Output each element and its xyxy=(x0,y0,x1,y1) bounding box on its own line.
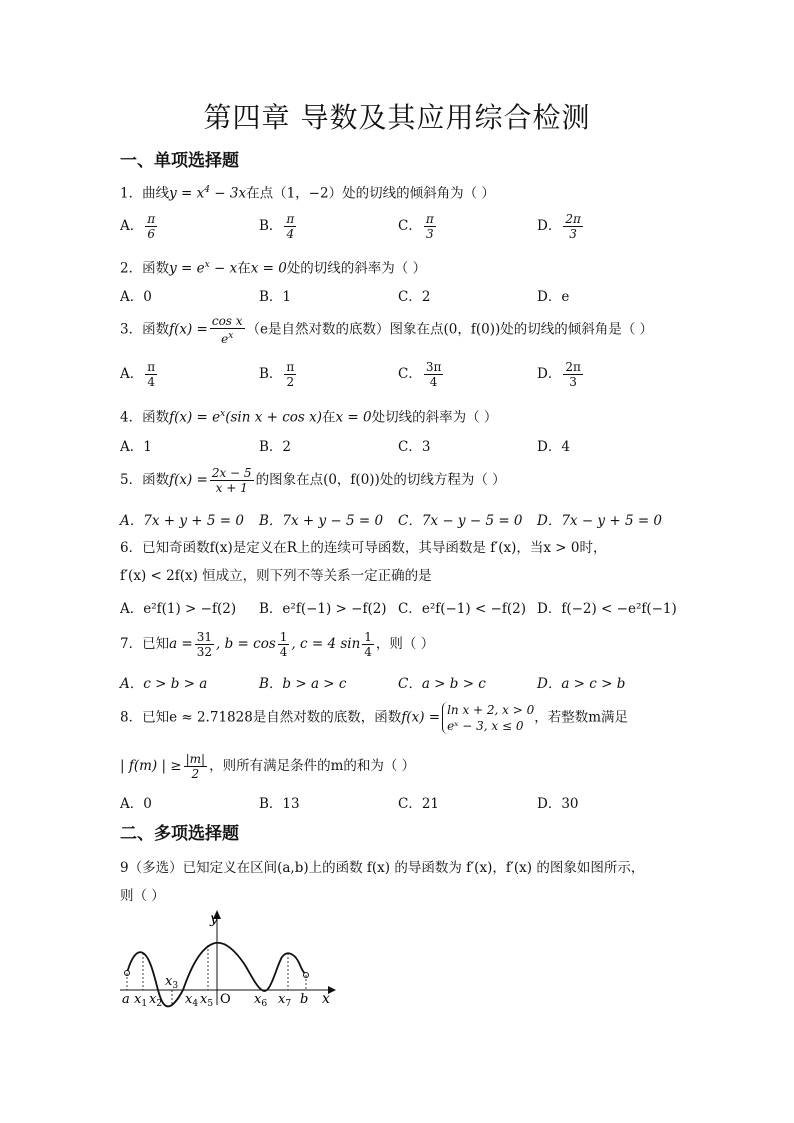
question-8-line-2: | f(m) | ≥ $\frac{|m|}{2}$ ，则所有满足条件的m的和为（ ） xyxy=(120,752,416,781)
question-6-option-a[interactable]: A．e²f(1) > −f(2) xyxy=(120,601,237,617)
question-3-option-a[interactable]: A． $\frac{\pi}{4}$ xyxy=(120,360,156,389)
question-8-option-d[interactable]: D．30 xyxy=(537,796,579,812)
question-1-text: 在点（1，−2）处的切线的倾斜角为（ ） xyxy=(246,185,495,202)
question-3-option-d[interactable]: D． $\frac{2\pi}{3}$ xyxy=(537,360,581,389)
question-1-option-c[interactable]: C． $\frac{\pi}{3}$ xyxy=(398,212,434,241)
question-7-option-c[interactable]: C．a > b > c xyxy=(398,676,486,692)
question-7-option-b[interactable]: B．b > a > c xyxy=(259,676,347,692)
section-heading-single-choice: 一、单项选择题 xyxy=(120,151,239,171)
question-3: 3．函数f(x) = $\frac{\text{cos x}}{e^x}$ （e是自然对数的底数）图象在点(0，f(0))处的切线的倾斜角是（ ） xyxy=(120,314,654,346)
question-3-option-c[interactable]: C． $\frac{3\pi}{4}$ xyxy=(398,360,442,389)
question-1-exp: 4 xyxy=(204,185,210,195)
label-x3: $x_3$ xyxy=(165,974,179,991)
question-4: 4．函数$f(x) = e^x(\sin$ x + cos x)在x = 0处切线的斜率为（ ） xyxy=(120,409,498,426)
question-2-option-d[interactable]: D．e xyxy=(537,289,570,305)
label-x4: $x_4$ xyxy=(185,992,199,1009)
question-2-option-a[interactable]: A．0 xyxy=(120,289,152,305)
question-1-prefix: 1．曲线 xyxy=(120,185,170,202)
question-4-option-c[interactable]: C．3 xyxy=(398,439,431,455)
question-8-option-c[interactable]: C．21 xyxy=(398,796,440,812)
label-x7: $x_7$ xyxy=(278,992,292,1009)
question-1-func: y = x xyxy=(169,185,205,202)
question-5-option-b[interactable]: B．7x + y − 5 = 0 xyxy=(259,513,384,529)
question-5-option-c[interactable]: C．7x − y − 5 = 0 xyxy=(398,513,523,529)
question-4-option-b[interactable]: B．2 xyxy=(259,439,292,455)
page-title: 第四章 导数及其应用综合检测 xyxy=(203,101,591,134)
question-6-option-b[interactable]: B．e²f(−1) > −f(2) xyxy=(259,601,387,617)
label-x5: $x_5$ xyxy=(200,992,214,1009)
question-3-option-b[interactable]: B． $\frac{\pi}{2}$ xyxy=(259,360,295,389)
question-2: 2．函数$y = e^x - x$在x = 0处的切线的斜率为（ ） xyxy=(120,260,427,277)
question-9-line-2: 则（ ） xyxy=(120,888,165,904)
derivative-graph-figure xyxy=(110,905,340,1015)
label-x1: $x_1$ xyxy=(134,992,148,1009)
question-1-option-b[interactable]: B． $\frac{\pi}{4}$ xyxy=(259,212,295,241)
question-4-option-a[interactable]: A．1 xyxy=(120,439,152,455)
axis-label-x: x xyxy=(322,991,330,1007)
question-1-func-rest: − 3x xyxy=(209,185,247,202)
question-1-option-d[interactable]: D． $\frac{2\pi}{3}$ xyxy=(537,212,581,241)
question-5-option-a[interactable]: A．7x + y + 5 = 0 xyxy=(120,513,244,529)
question-4-option-d[interactable]: D．4 xyxy=(537,439,570,455)
question-5-option-d[interactable]: D．7x − y + 5 = 0 xyxy=(537,513,663,529)
question-7-option-d[interactable]: D．a > c > b xyxy=(537,676,626,692)
label-origin: O xyxy=(220,992,231,1007)
question-6-option-c[interactable]: C．e²f(−1) < −f(2) xyxy=(398,601,526,617)
question-6-option-d[interactable]: D．f(−2) < −e²f(−1) xyxy=(537,601,677,617)
question-8-option-a[interactable]: A．0 xyxy=(120,796,152,812)
label-x6: $x_6$ xyxy=(254,992,268,1009)
question-2-option-b[interactable]: B．1 xyxy=(259,289,292,305)
question-6-line-1: 6．已知奇函数f(x)是定义在R上的连续可导函数，其导函数是 f′(x)，当x > 0时， xyxy=(120,540,607,556)
question-7: 7．已知a = $\frac{31}{32}$ , b = cos $\frac{1}{4}$ , c = 4 sin $\frac{1}{4}$ ，则（ ） xyxy=(120,630,435,659)
section-heading-multiple-choice: 二、多项选择题 xyxy=(120,824,239,844)
question-1-option-a[interactable]: A． $\frac{\pi}{6}$ xyxy=(120,212,156,241)
axis-label-y: y xyxy=(210,911,218,927)
label-a: a xyxy=(122,992,130,1007)
question-8: 8．已知e ≈ 2.71828是自然对数的底数，函数f(x) = ln x + 2, x > 0 eˣ − 3, x ≤ 0 ，若整数m满足 xyxy=(120,703,629,733)
question-8-option-b[interactable]: B．13 xyxy=(259,796,300,812)
question-5: 5．函数f(x) = $\frac{2x - 5}{x + 1}$ 的图象在点(0，f(0))处的切线方程为（ ） xyxy=(120,466,506,495)
question-9-line-1: 9（多选）已知定义在区间(a,b)上的函数 f(x) 的导函数为 f′(x)，f′(x) 的图象如图所示， xyxy=(120,860,645,876)
label-b: b xyxy=(300,992,309,1007)
question-2-option-c[interactable]: C．2 xyxy=(398,289,431,305)
question-6-line-2: f′(x) < 2f(x) 恒成立，则下列不等关系一定正确的是 xyxy=(120,568,432,584)
question-1 xyxy=(120,180,495,204)
label-x2: $x_2$ xyxy=(149,992,163,1009)
question-7-option-a[interactable]: A．c > b > a xyxy=(120,676,208,692)
